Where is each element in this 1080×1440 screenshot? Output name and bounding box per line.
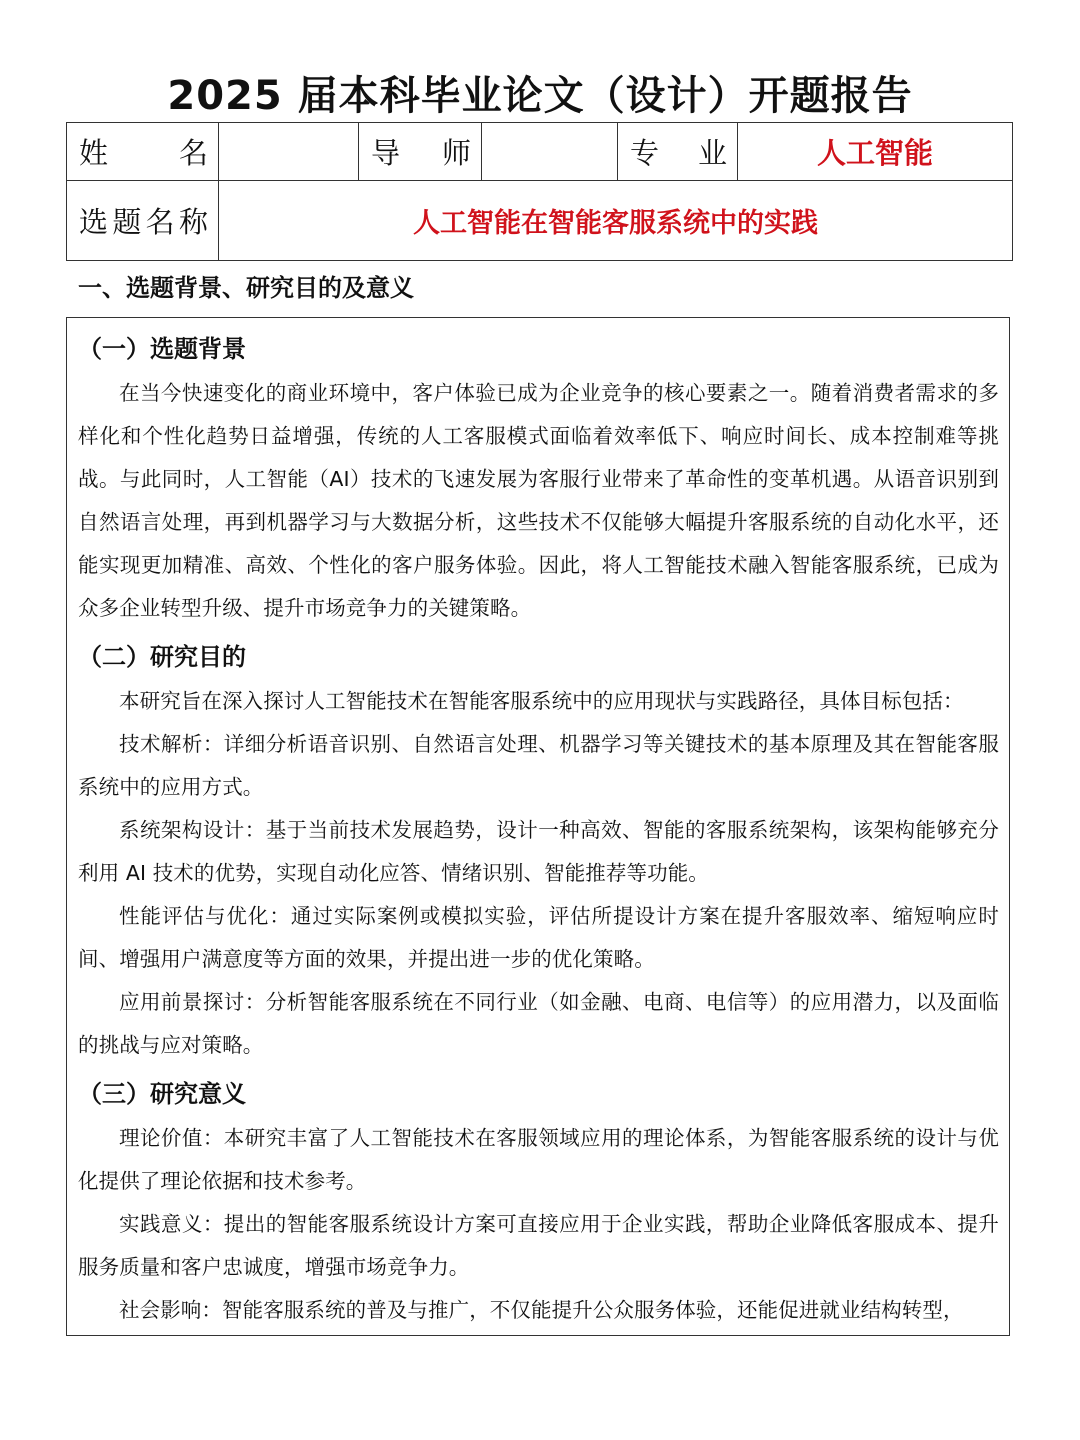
name-label-char: 名 <box>178 136 208 170</box>
content-box <box>66 317 1010 1336</box>
background-paragraph: 在当今快速变化的商业环境中，客户体验已成为企业竞争的核心要素之一。随着消费者需求的多样化和个性化趋势日益增强，传统的人工客服模式面临着效率低下、响应时间长、成本控制难等挑战。与此同时，人工智能（AI）技术的飞速发展为客服行业带来了革命性的变革机遇。从语音识别到自然语言处理，再到机器学习与大数据分析，这些技术不仅能够大幅提升客服系统的自动化水平，还能实现更加精准、高效、个性化的客户服务体验。因此，将人工智能技术融入智能客服系统，已成为众多企业转型升级、提升市场竞争力的关键策略。 <box>78 381 999 620</box>
significance-paragraph: 社会影响：智能客服系统的普及与推广，不仅能提升公众服务体验，还能促进就业结构转型， <box>119 1298 964 1322</box>
advisor-label-char: 导 <box>371 136 401 170</box>
purpose-paragraph: 本研究旨在深入探讨人工智能技术在智能客服系统中的应用现状与实践路径，具体目标包括： <box>119 689 964 713</box>
section-heading: 一、选题背景、研究目的及意义 <box>78 274 414 302</box>
purpose-paragraph: 技术解析：详细分析语音识别、自然语言处理、机器学习等关键技术的基本原理及其在智能客服系统中的应用方式。 <box>78 732 999 799</box>
advisor-label-cell <box>359 123 482 181</box>
topic-label-char: 称 <box>178 205 208 239</box>
topic-label-cell <box>67 181 219 261</box>
major-label-char: 业 <box>697 136 727 170</box>
page-title: 2025 届本科毕业论文（设计）开题报告 <box>167 73 913 119</box>
info-table <box>66 122 1013 261</box>
topic-value: 人工智能在智能客服系统中的实践 <box>219 181 1013 261</box>
topic-label-char: 题 <box>112 205 142 239</box>
advisor-label-char: 师 <box>441 136 471 170</box>
advisor-value-cell <box>482 123 618 181</box>
major-label-cell <box>618 123 738 181</box>
background-heading: （一）选题背景 <box>78 335 246 363</box>
purpose-paragraph: 应用前景探讨：分析智能客服系统在不同行业（如金融、电商、电信等）的应用潜力，以及面临的挑战与应对策略。 <box>78 990 999 1057</box>
topic-label-char: 选 <box>79 205 109 239</box>
purpose-paragraph: 系统架构设计：基于当前技术发展趋势，设计一种高效、智能的客服系统架构，该架构能够充分利用 AI 技术的优势，实现自动化应答、情绪识别、智能推荐等功能。 <box>78 818 999 885</box>
major-label-char: 专 <box>630 136 660 170</box>
name-value-cell <box>219 123 359 181</box>
name-label-char: 姓 <box>79 136 109 170</box>
topic-label-char: 名 <box>145 205 175 239</box>
major-value: 人工智能 <box>738 123 1013 181</box>
significance-paragraph: 理论价值：本研究丰富了人工智能技术在客服领域应用的理论体系，为智能客服系统的设计与优化提供了理论依据和技术参考。 <box>78 1126 999 1193</box>
purpose-heading: （二）研究目的 <box>78 643 246 671</box>
purpose-paragraph: 性能评估与优化：通过实际案例或模拟实验，评估所提设计方案在提升客服效率、缩短响应时间、增强用户满意度等方面的效果，并提出进一步的优化策略。 <box>78 904 999 971</box>
significance-heading: （三）研究意义 <box>78 1080 246 1108</box>
significance-paragraph: 实践意义：提出的智能客服系统设计方案可直接应用于企业实践，帮助企业降低客服成本、提升服务质量和客户忠诚度，增强市场竞争力。 <box>78 1212 999 1279</box>
name-label-cell <box>67 123 219 181</box>
